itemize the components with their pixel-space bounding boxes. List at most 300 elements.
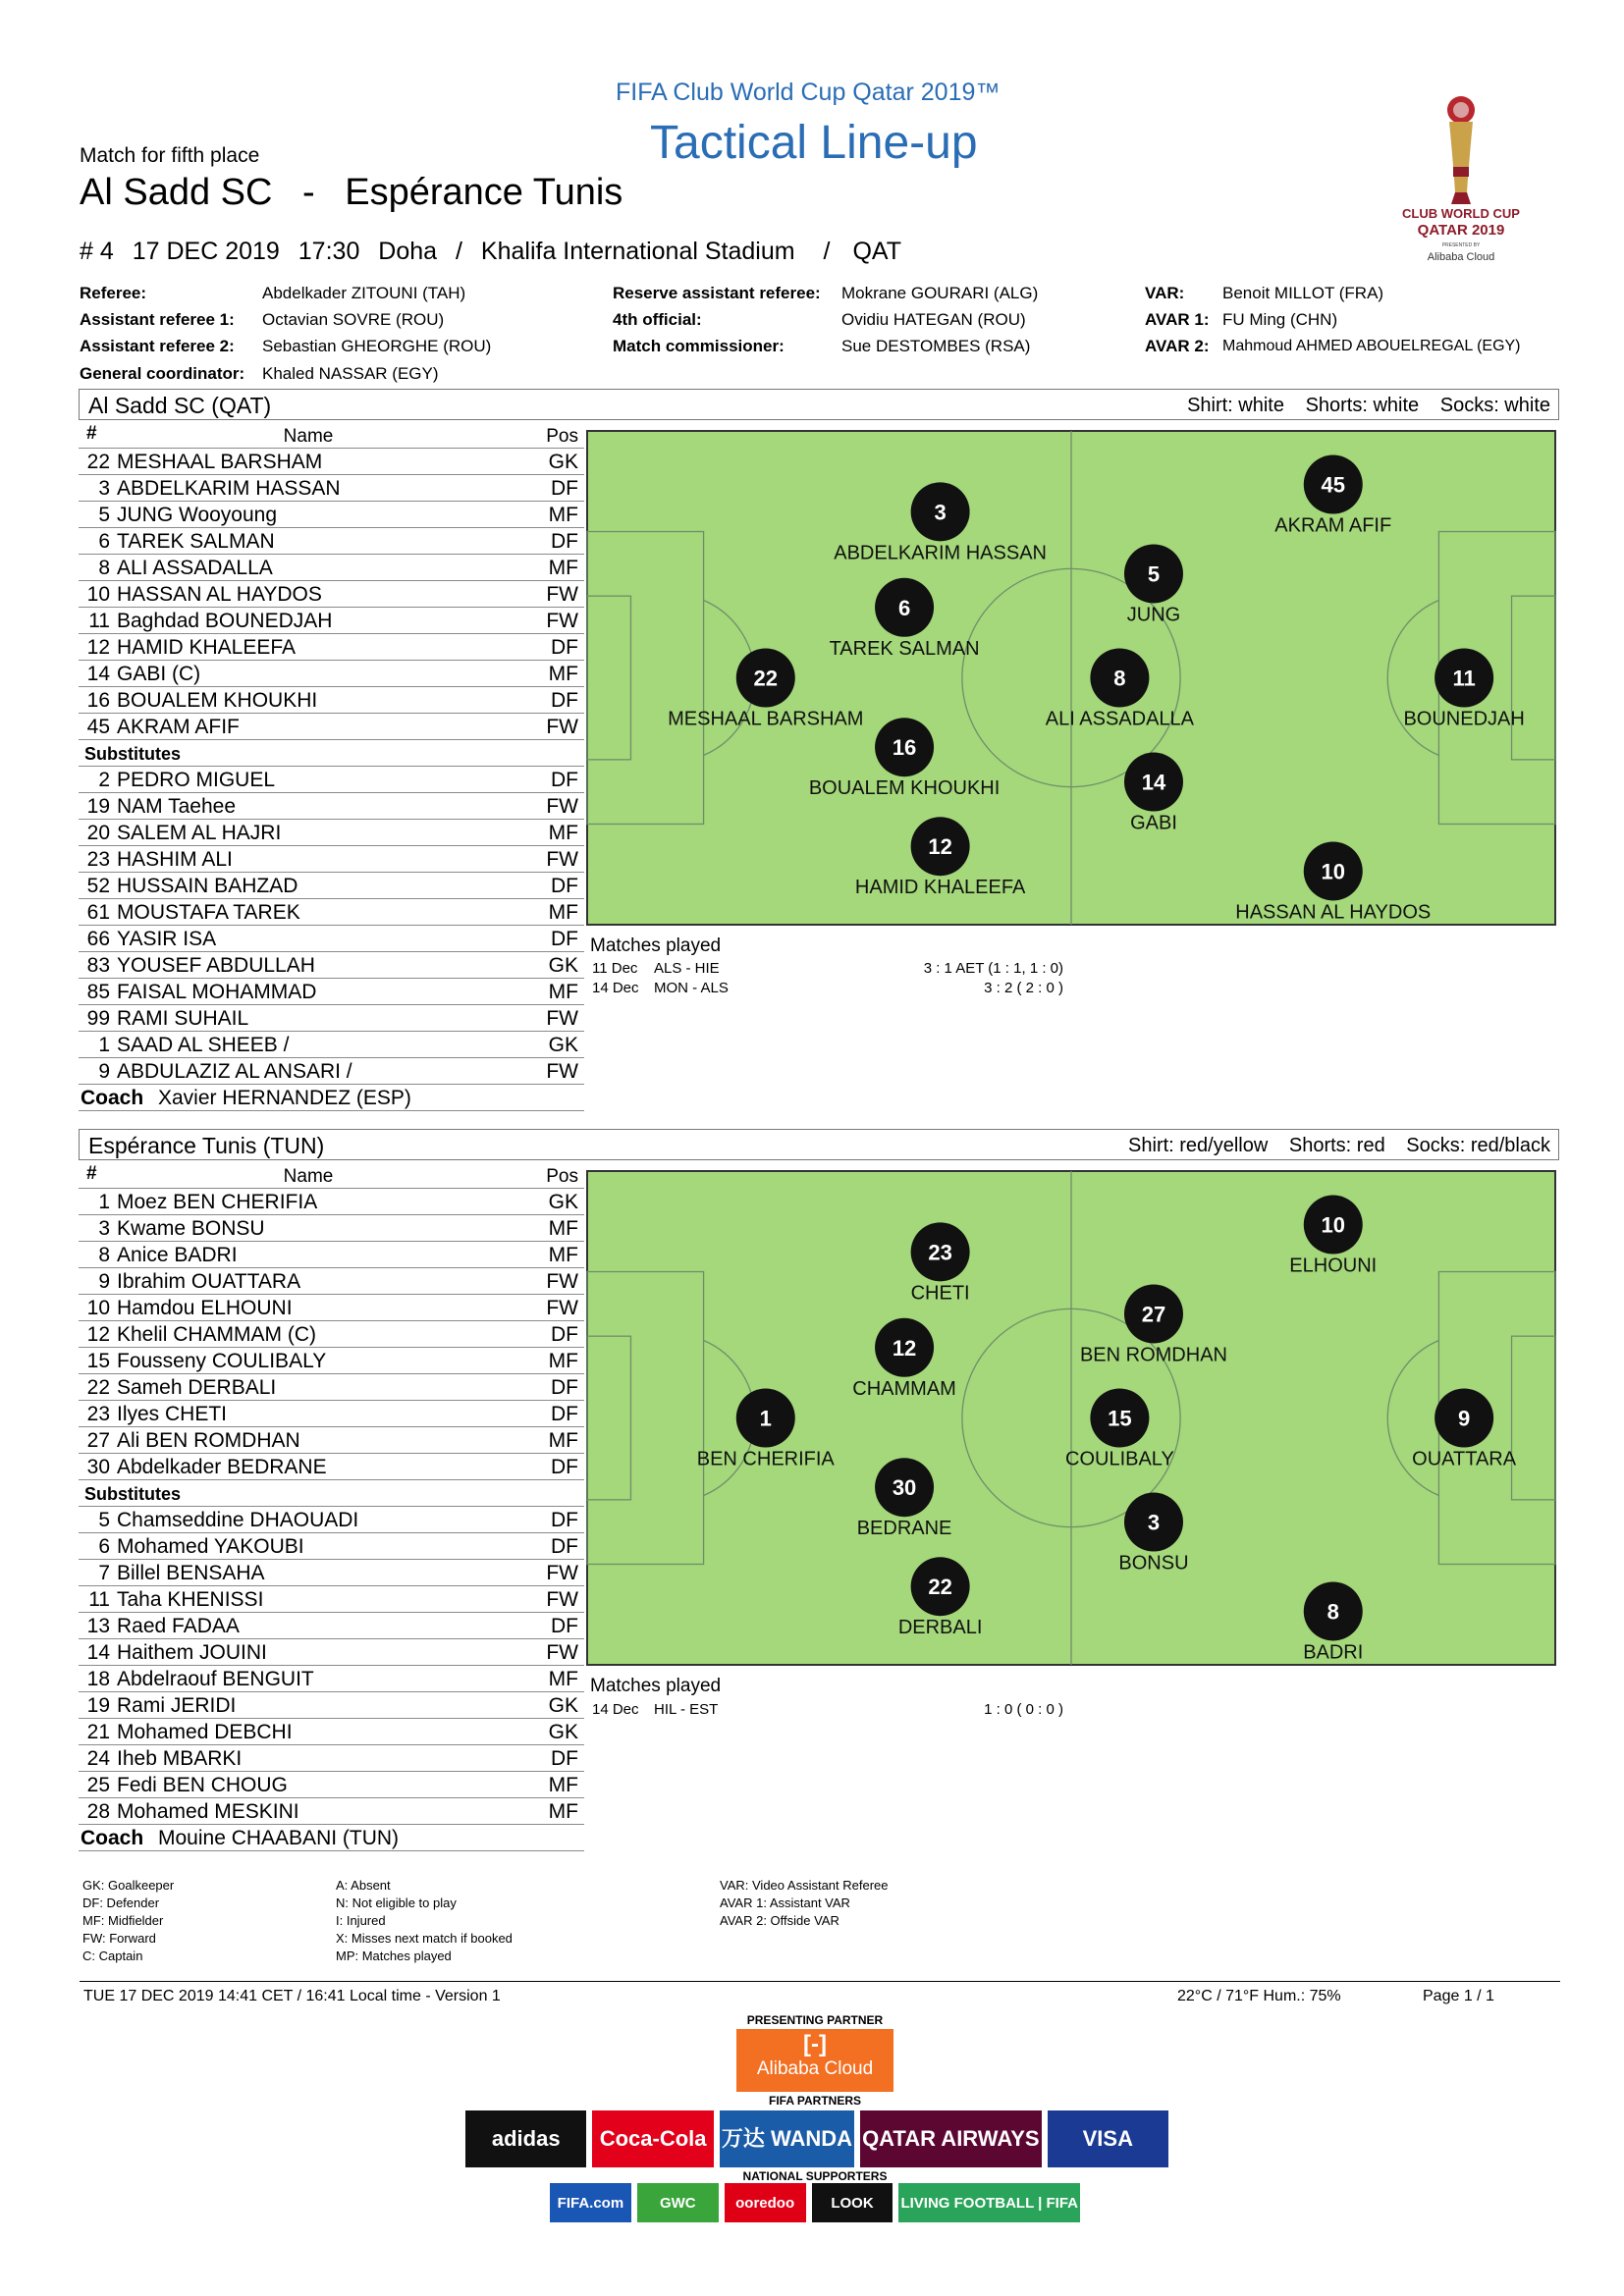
player-number: 3: [98, 477, 110, 500]
player-position: MF: [548, 1668, 578, 1690]
player-number: 45: [86, 716, 110, 738]
player-row: [79, 820, 584, 846]
player-position: GK: [548, 451, 578, 473]
player-position: DF: [551, 928, 578, 950]
legend-item: GK: Goalkeeper: [82, 1878, 175, 1893]
match-result: 3 : 2 ( 2 : 0 ): [984, 980, 1063, 996]
marker-label: AKRAM AFIF: [1274, 514, 1392, 537]
player-row: [79, 581, 584, 608]
player-number: 5: [98, 504, 110, 526]
substitutes-header: [79, 1480, 584, 1507]
player-position: FW: [546, 583, 578, 606]
sponsor-logo: [1048, 2110, 1168, 2167]
marker-label: BEDRANE: [856, 1518, 952, 1540]
pitch-away: [586, 1170, 1556, 1666]
marker-label: OUATTARA: [1412, 1448, 1517, 1470]
col-number: #: [86, 423, 97, 444]
match-date: 14 Dec: [592, 980, 639, 996]
player-number: 23: [86, 1403, 110, 1425]
marker-number: 15: [1108, 1406, 1132, 1431]
official-value: Abdelkader ZITOUNI (TAH): [262, 284, 466, 302]
marker-number: 6: [897, 595, 911, 620]
marker-number: 22: [753, 666, 779, 691]
player-name: Billel BENSAHA: [117, 1562, 265, 1584]
sponsor-logo: [637, 2183, 719, 2222]
marker-label: HAMID KHALEEFA: [854, 877, 1026, 899]
player-name: Hamdou ELHOUNI: [117, 1297, 293, 1319]
sponsor-name: VISA: [1082, 2126, 1133, 2151]
player-row: [79, 1005, 584, 1032]
player-row: [79, 1215, 584, 1242]
match-info: # 4 17 DEC 2019 17:30 Doha / Khalifa International Stadium / QAT: [80, 238, 901, 265]
player-position: MF: [548, 1217, 578, 1240]
match-number: # 4: [80, 238, 114, 265]
marker-number: 10: [1321, 859, 1346, 884]
marker-number: 23: [928, 1240, 952, 1265]
player-number: 11: [88, 1588, 110, 1611]
marker-number: 11: [1452, 666, 1476, 691]
coach-name: Mouine CHAABANI (TUN): [158, 1827, 400, 1849]
shirt-color: Shirt: red/yellow: [1128, 1135, 1269, 1156]
marker-label: BOUNEDJAH: [1403, 708, 1525, 730]
official-label: Match commissioner:: [613, 337, 785, 355]
national-supporters-label: NATIONAL SUPPORTERS: [742, 2169, 888, 2183]
col-name: Name: [283, 426, 334, 447]
player-row: [79, 1374, 584, 1401]
player-position: MF: [548, 1800, 578, 1823]
logo-line-1: CLUB WORLD CUP: [1402, 206, 1520, 221]
player-number: 25: [86, 1774, 110, 1796]
shorts-color: Shorts: red: [1288, 1135, 1385, 1156]
player-position: DF: [551, 1509, 578, 1531]
official-value: Benoit MILLOT (FRA): [1222, 284, 1384, 302]
player-row: [79, 952, 584, 979]
match-played-row: [592, 980, 1063, 999]
player-position: DF: [551, 689, 578, 712]
player-number: 10: [86, 583, 110, 606]
player-number: 12: [86, 1323, 110, 1346]
player-row: [79, 873, 584, 899]
presenting-partner-label: PRESENTING PARTNER: [746, 2013, 884, 2027]
player-number: 23: [86, 848, 110, 871]
sponsor-logo: [812, 2183, 893, 2222]
marker-number: 5: [1147, 561, 1161, 587]
player-name: AKRAM AFIF: [117, 716, 240, 738]
player-table-header: [79, 422, 584, 449]
player-row: [79, 1268, 584, 1295]
marker-number: 3: [1147, 1510, 1161, 1535]
player-name: Rami JERIDI: [117, 1694, 237, 1717]
player-number: 27: [86, 1429, 110, 1452]
kit-colors: [1171, 395, 1550, 417]
trophy-icon: [1392, 94, 1530, 212]
player-position: DF: [551, 1456, 578, 1478]
player-name: Abdelraouf BENGUIT: [117, 1668, 314, 1690]
marker-label: BOUALEM KHOUKHI: [808, 777, 1001, 800]
player-number: 22: [86, 451, 110, 473]
match-played-row: [592, 1701, 1063, 1721]
official-value: Sebastian GHEORGHE (ROU): [262, 337, 492, 355]
player-row: [79, 1613, 584, 1639]
marker-label: CHAMMAM: [852, 1377, 956, 1400]
player-number: 8: [98, 1244, 110, 1266]
logo-line-2: QATAR 2019: [1417, 222, 1505, 239]
player-position: GK: [548, 1721, 578, 1743]
player-number: 14: [86, 1641, 110, 1664]
legend-item: A: Absent: [336, 1878, 391, 1893]
official-value: Mahmoud AHMED ABOUELREGAL (EGY): [1222, 338, 1521, 354]
official-label: VAR:: [1145, 284, 1185, 302]
player-row: [79, 1295, 584, 1321]
player-row: [79, 926, 584, 952]
substitutes-label: Substitutes: [84, 1484, 182, 1504]
footer: [80, 1981, 1560, 2010]
player-position: GK: [548, 1694, 578, 1717]
player-name: Baghdad BOUNEDJAH: [117, 610, 333, 632]
marker-number: 16: [892, 735, 917, 761]
player-row: [79, 1454, 584, 1480]
player-number: 12: [86, 636, 110, 659]
player-name: HUSSAIN BAHZAD: [117, 875, 298, 897]
team-header-away: [79, 1129, 1559, 1160]
kit-colors: [1112, 1135, 1550, 1157]
logo-line-3: PRESENTED BY: [1441, 242, 1481, 248]
official-label: General coordinator:: [80, 364, 245, 383]
player-position: GK: [548, 1034, 578, 1056]
player-row: [79, 1321, 584, 1348]
sponsor-logo: [725, 2183, 806, 2222]
player-position: DF: [551, 1747, 578, 1770]
marker-label: DERBALI: [897, 1617, 983, 1639]
player-number: 15: [86, 1350, 110, 1372]
team-name: Espérance Tunis (TUN): [88, 1133, 325, 1158]
match-result: 3 : 1 AET (1 : 1, 1 : 0): [923, 960, 1063, 977]
player-table-header: [79, 1162, 584, 1189]
sponsor-name: LOOK: [831, 2194, 874, 2212]
player-row: [79, 1401, 584, 1427]
sponsor-name: GWC: [659, 2194, 696, 2212]
marker-label: TAREK SALMAN: [829, 637, 980, 660]
player-position: DF: [551, 636, 578, 659]
col-name: Name: [283, 1166, 334, 1187]
player-position: DF: [551, 1403, 578, 1425]
shirt-color: Shirt: white: [1187, 395, 1284, 416]
sponsor-logo: [860, 2110, 1042, 2167]
sponsor-name: LIVING FOOTBALL | FIFA: [900, 2194, 1079, 2212]
player-name: YASIR ISA: [117, 928, 217, 950]
player-name: Chamseddine DHAOUADI: [117, 1509, 359, 1531]
player-row: [79, 899, 584, 926]
player-row: [79, 1586, 584, 1613]
team-name: Al Sadd SC (QAT): [88, 393, 272, 418]
match-result: 1 : 0 ( 0 : 0 ): [984, 1701, 1063, 1718]
fifa-partners-label: FIFA PARTNERS: [768, 2094, 861, 2108]
player-name: Raed FADAA: [117, 1615, 240, 1637]
legend-item: MF: Midfielder: [82, 1913, 164, 1928]
player-name: MESHAAL BARSHAM: [117, 451, 323, 473]
player-row: [79, 1639, 584, 1666]
player-number: 6: [98, 530, 110, 553]
player-number: 11: [88, 610, 110, 632]
player-position: FW: [546, 716, 578, 738]
match-city: Doha: [378, 238, 438, 265]
player-position: DF: [551, 477, 578, 500]
marker-label: ABDELKARIM HASSAN: [834, 542, 1047, 564]
player-number: 22: [86, 1376, 110, 1399]
player-row: [79, 979, 584, 1005]
player-row: [79, 449, 584, 475]
player-row: [79, 1772, 584, 1798]
player-row: [79, 1427, 584, 1454]
marker-label: GABI: [1130, 812, 1177, 834]
marker-number: 30: [892, 1475, 917, 1501]
footer-weather: 22°C / 71°F Hum.: 75%: [1177, 1988, 1341, 2004]
player-row: [79, 846, 584, 873]
player-row: [79, 1533, 584, 1560]
player-number: 13: [86, 1615, 110, 1637]
match-date: 11 Dec: [592, 960, 638, 977]
player-number: 30: [86, 1456, 110, 1478]
marker-label: ELHOUNI: [1289, 1255, 1378, 1277]
marker-number: 14: [1141, 770, 1166, 795]
match-stadium: Khalifa International Stadium: [480, 238, 795, 265]
player-number: 2: [98, 769, 110, 791]
col-pos: Pos: [546, 426, 578, 447]
player-number: 83: [86, 954, 110, 977]
player-row: [79, 661, 584, 687]
marker-number: 8: [1113, 666, 1126, 691]
player-name: Fousseny COULIBALY: [117, 1350, 327, 1372]
pitch-home: [586, 430, 1556, 926]
player-number: 6: [98, 1535, 110, 1558]
player-row: [79, 502, 584, 528]
player-number: 21: [86, 1721, 110, 1743]
player-position: DF: [551, 769, 578, 791]
player-number: 19: [86, 795, 110, 818]
player-position: MF: [548, 981, 578, 1003]
sponsor-name: Coca-Cola: [599, 2126, 707, 2151]
player-name: Khelil CHAMMAM (C): [117, 1323, 317, 1346]
marker-number: 10: [1321, 1212, 1346, 1238]
player-name: Mohamed YAKOUBI: [117, 1535, 304, 1558]
coach-name: Xavier HERNANDEZ (ESP): [158, 1087, 411, 1109]
player-number: 28: [86, 1800, 110, 1823]
match-teams: ALS - HIE: [654, 960, 720, 977]
player-number: 1: [98, 1191, 110, 1213]
player-row: [79, 634, 584, 661]
player-row: [79, 475, 584, 502]
player-position: FW: [546, 1297, 578, 1319]
marker-label: COULIBALY: [1065, 1448, 1174, 1470]
player-position: FW: [546, 795, 578, 818]
sponsor-logo: [550, 2183, 631, 2222]
player-name: MOUSTAFA TAREK: [117, 901, 300, 924]
player-position: MF: [548, 1429, 578, 1452]
marker-label: BEN CHERIFIA: [696, 1448, 835, 1470]
col-pos: Pos: [546, 1166, 578, 1187]
player-name: GABI (C): [117, 663, 201, 685]
player-name: RAMI SUHAIL: [117, 1007, 249, 1030]
player-position: MF: [548, 1244, 578, 1266]
document-title: Tactical Line-up: [650, 117, 978, 169]
player-position: FW: [546, 1641, 578, 1664]
player-number: 7: [98, 1562, 110, 1584]
player-name: BOUALEM KHOUKHI: [117, 689, 318, 712]
player-name: FAISAL MOHAMMAD: [117, 981, 317, 1003]
player-number: 85: [86, 981, 110, 1003]
player-row: [79, 767, 584, 793]
presenting-partner-name: Alibaba Cloud: [756, 2058, 874, 2079]
player-position: FW: [546, 1588, 578, 1611]
marker-number: 27: [1141, 1302, 1166, 1327]
player-position: FW: [546, 1270, 578, 1293]
player-name: HASHIM ALI: [117, 848, 233, 871]
official-value: Octavian SOVRE (ROU): [262, 310, 445, 329]
player-number: 66: [86, 928, 110, 950]
footer-page: Page 1 / 1: [1423, 1988, 1494, 2004]
marker-label: JUNG: [1126, 604, 1181, 626]
player-row: [79, 1798, 584, 1825]
sponsor-logo: [720, 2110, 854, 2167]
player-name: Mohamed MESKINI: [117, 1800, 299, 1823]
official-value: Ovidiu HATEGAN (ROU): [841, 310, 1026, 329]
player-position: FW: [546, 610, 578, 632]
player-name: SALEM AL HAJRI: [117, 822, 282, 844]
official-label: AVAR 1:: [1145, 310, 1210, 329]
player-name: PEDRO MIGUEL: [117, 769, 276, 791]
player-number: 99: [86, 1007, 110, 1030]
player-row: [79, 714, 584, 740]
player-row: [79, 687, 584, 714]
marker-label: BEN ROMDHAN: [1079, 1344, 1227, 1366]
sponsor-logo: [592, 2110, 713, 2167]
player-position: DF: [551, 1376, 578, 1399]
presenting-partner-logo: [736, 2029, 893, 2092]
player-number: 24: [86, 1747, 110, 1770]
substitutes-label: Substitutes: [84, 744, 182, 764]
logo-line-4: Alibaba Cloud: [1427, 251, 1495, 263]
legend-var: [720, 1877, 889, 1930]
matches-played-title: Matches played: [590, 935, 722, 956]
player-name: HAMID KHALEEFA: [117, 636, 297, 659]
match-title: [80, 172, 623, 214]
match-date: 17 DEC 2019: [132, 238, 280, 265]
official-value: FU Ming (CHN): [1222, 310, 1338, 329]
official-label: Referee:: [80, 284, 147, 302]
matches-played-title: Matches played: [590, 1676, 722, 1696]
legend-item: X: Misses next match if booked: [336, 1931, 513, 1946]
player-row: [79, 528, 584, 555]
legend-item: DF: Defender: [82, 1896, 160, 1910]
player-number: 3: [98, 1217, 110, 1240]
player-number: 52: [86, 875, 110, 897]
player-name: Ali BEN ROMDHAN: [117, 1429, 300, 1452]
sponsor-name: FIFA.com: [557, 2194, 624, 2212]
player-row: [79, 1719, 584, 1745]
player-number: 5: [98, 1509, 110, 1531]
player-name: Ilyes CHETI: [117, 1403, 228, 1425]
match-date: 14 Dec: [592, 1701, 639, 1718]
home-team: Al Sadd SC: [80, 172, 273, 213]
legend-status: [336, 1877, 513, 1965]
match-played-row: [592, 960, 1063, 980]
player-position: MF: [548, 822, 578, 844]
player-row: [79, 608, 584, 634]
team-separator: -: [302, 172, 315, 213]
legend-item: VAR: Video Assistant Referee: [720, 1878, 889, 1893]
player-name: Moez BEN CHERIFIA: [117, 1191, 318, 1213]
sponsor-name: adidas: [491, 2126, 561, 2151]
player-name: SAAD AL SHEEB /: [117, 1034, 290, 1056]
official-label: AVAR 2:: [1145, 337, 1210, 355]
match-country: QAT: [852, 238, 901, 265]
player-number: 8: [98, 557, 110, 579]
player-name: Taha KHENISSI: [117, 1588, 264, 1611]
player-row: [79, 555, 584, 581]
coach-row: [79, 1085, 584, 1111]
player-name: Anice BADRI: [117, 1244, 238, 1266]
player-number: 1: [98, 1034, 110, 1056]
player-row: [79, 1189, 584, 1215]
legend-item: AVAR 1: Assistant VAR: [720, 1896, 850, 1910]
player-position: FW: [546, 848, 578, 871]
socks-color: Socks: red/black: [1406, 1135, 1550, 1156]
player-name: Haithem JOUINI: [117, 1641, 267, 1664]
coach-label: Coach: [81, 1087, 144, 1109]
player-number: 20: [86, 822, 110, 844]
player-position: DF: [551, 530, 578, 553]
shorts-color: Shorts: white: [1305, 395, 1420, 416]
player-name: Iheb MBARKI: [117, 1747, 243, 1770]
sponsor-logo: [898, 2183, 1080, 2222]
player-row: [79, 1242, 584, 1268]
player-position: GK: [548, 1191, 578, 1213]
player-number: 9: [98, 1270, 110, 1293]
player-position: MF: [548, 557, 578, 579]
player-position: DF: [551, 1615, 578, 1637]
player-name: ABDULAZIZ AL ANSARI /: [117, 1060, 352, 1083]
legend-item: FW: Forward: [82, 1931, 156, 1946]
legend-item: I: Injured: [336, 1913, 386, 1928]
player-name: Sameh DERBALI: [117, 1376, 277, 1399]
official-label: Assistant referee 1:: [80, 310, 235, 329]
marker-number: 8: [1326, 1599, 1339, 1625]
player-name: ABDELKARIM HASSAN: [117, 477, 341, 500]
sponsor-name: ooredoo: [735, 2194, 795, 2212]
player-position: FW: [546, 1562, 578, 1584]
marker-label: MESHAAL BARSHAM: [668, 708, 864, 730]
socks-color: Socks: white: [1439, 395, 1550, 416]
player-name: ALI ASSADALLA: [117, 557, 273, 579]
team-header-home: [79, 389, 1559, 420]
player-number: 10: [86, 1297, 110, 1319]
player-position: GK: [548, 954, 578, 977]
fifa-partners-row: [465, 2110, 1168, 2167]
player-row: [79, 1692, 584, 1719]
player-position: DF: [551, 1535, 578, 1558]
marker-label: ALI ASSADALLA: [1045, 708, 1195, 730]
player-list-home: [79, 422, 584, 1111]
player-name: TAREK SALMAN: [117, 530, 275, 553]
player-number: 61: [86, 901, 110, 924]
player-position: DF: [551, 1323, 578, 1346]
player-row: [79, 1032, 584, 1058]
player-name: NAM Taehee: [117, 795, 237, 818]
event-name: FIFA Club World Cup Qatar 2019™: [616, 79, 1001, 106]
footer-timestamp: TUE 17 DEC 2019 14:41 CET / 16:41 Local time - Version 1: [83, 1988, 501, 2004]
player-name: Kwame BONSU: [117, 1217, 265, 1240]
marker-label: CHETI: [910, 1282, 970, 1305]
